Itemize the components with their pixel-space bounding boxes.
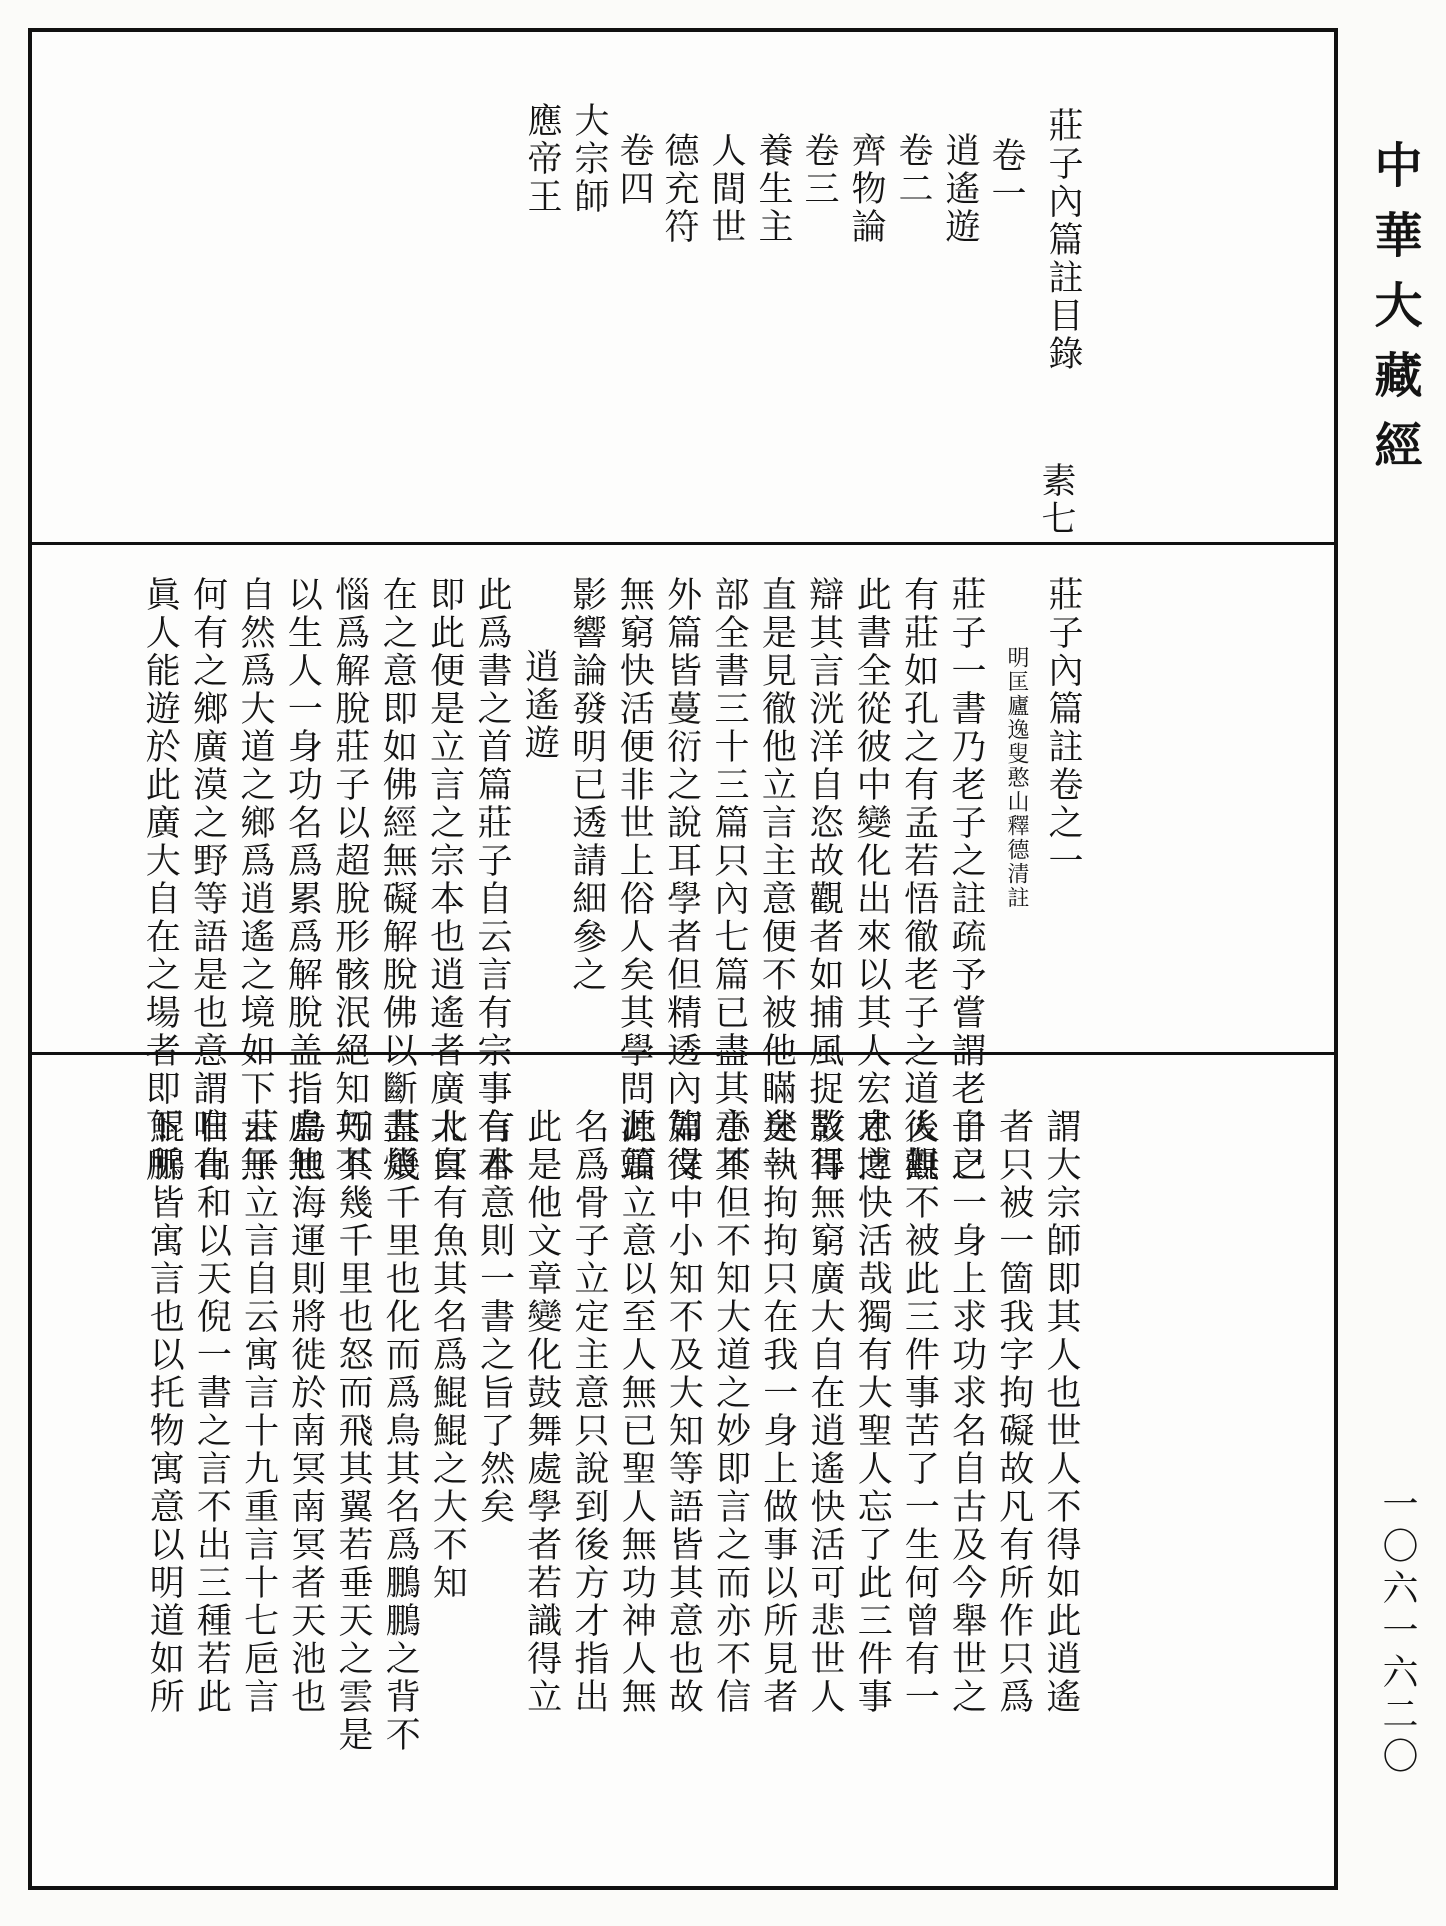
toc-item: 應帝王 xyxy=(522,102,562,216)
text-column: 此篇立意以至人無已聖人無功神人無 xyxy=(616,1108,657,1716)
text-column: 此是他文章變化鼓舞處學者若識得立 xyxy=(521,1108,562,1716)
text-column: 外篇皆蔓衍之說耳學者但精透內篇得 xyxy=(661,576,702,1184)
text-column: 如文中小知不及大知等語皆其意也故 xyxy=(663,1108,704,1716)
continuation-panel xyxy=(32,1058,1334,1888)
text-column: 在之意即如佛經無礙解脫佛以斷盡煩 xyxy=(377,576,418,1184)
text-column: 鳥也海運則將徙於南冥南冥者天池也 xyxy=(285,1108,326,1716)
text-column: 莊子一書乃老子之註疏予嘗謂老子之 xyxy=(946,576,986,1184)
text-column: 以生人一身功名爲累爲解脫盖指虛無 xyxy=(282,576,323,1184)
text-column: 無窮快活便非世上俗人矣其學問源頭 xyxy=(614,576,655,1184)
text-column: 逍遙遊 xyxy=(519,648,560,762)
text-column: 部全書三十三篇只內七篇已盡其意其 xyxy=(709,576,749,1184)
text-column: 鯤鵬皆寓言也以托物寓意以明道如所 xyxy=(144,1108,185,1716)
text-column: 莊子立言自云寓言十九重言十七巵言 xyxy=(238,1108,279,1716)
toc-item: 卷一 xyxy=(986,137,1026,213)
text-column: 此書全從彼中變化出來以其人宏才博 xyxy=(851,576,892,1184)
text-column: 者只被一箇我字拘礙故凡有所作只爲 xyxy=(993,1108,1034,1716)
text-column: 自然爲大道之鄉爲逍遙之境如下云無 xyxy=(235,576,275,1184)
volume-tag: 素七 xyxy=(1036,462,1076,538)
chapter-title: 莊子內篇註卷之一 xyxy=(1043,576,1083,880)
page-frame xyxy=(28,28,1338,1890)
page-number: 一〇六一六二〇 xyxy=(1377,1485,1418,1779)
text-column: 言本意則一書之旨了然矣 xyxy=(474,1108,515,1526)
text-column: 名爲骨子立定主意只說到後方才指出 xyxy=(569,1108,609,1716)
text-column: 有莊如孔之有孟若悟徹老子之道後觀 xyxy=(898,576,939,1184)
panel-divider xyxy=(32,542,1334,545)
text-column: 知其幾千里也怒而飛其翼若垂天之雲是 xyxy=(333,1108,373,1754)
collection-title: 中華大藏經 xyxy=(1366,140,1422,490)
text-column: 日出和以天倪一書之言不出三種若此 xyxy=(191,1108,232,1716)
toc-item: 卷三 xyxy=(799,132,839,208)
text-column: 北冥有魚其名爲鯤鯤之大不知 xyxy=(427,1108,468,1602)
text-column: 其幾千里也化而爲鳥其名爲鵬鵬之背不 xyxy=(380,1108,421,1754)
text-column: 即此便是立言之宗本也逍遙者廣大自 xyxy=(424,576,465,1184)
text-column: 直是見徹他立言主意便不被他瞞矣一 xyxy=(756,576,797,1184)
text-column: 息之快活哉獨有大聖人忘了此三件事 xyxy=(852,1108,893,1716)
toc-item: 養生主 xyxy=(753,132,793,246)
contents-panel xyxy=(32,32,1334,542)
text-column: 眞人能遊於此廣大自在之場者即下所 xyxy=(140,576,181,1184)
toc-item: 大宗師 xyxy=(569,102,609,216)
toc-item: 人間世 xyxy=(706,132,746,246)
toc-item: 卷二 xyxy=(893,132,933,208)
panel-divider xyxy=(32,1052,1334,1055)
text-column: 影響論發明已透請細參之 xyxy=(566,576,607,994)
toc-item: 德充符 xyxy=(659,132,699,246)
text-column: 小不但不知大道之妙即言之而亦不信 xyxy=(710,1108,751,1716)
toc-item: 齊物論 xyxy=(846,132,886,246)
text-column: 此爲書之首篇莊子自云言有宗事有君 xyxy=(472,576,512,1184)
text-column: 辯其言洸洋自恣故觀者如捕風捉影耳 xyxy=(803,576,844,1184)
chapter-one-panel xyxy=(32,548,1334,1184)
text-column: 謂大宗師即其人也世人不得如此逍遙 xyxy=(1041,1108,1081,1716)
toc-item: 逍遙遊 xyxy=(940,132,980,246)
author-line: 明匡廬逸叟憨山釋德清註 xyxy=(1004,646,1029,910)
text-column: 迷執拘拘只在我一身上做事以所見者 xyxy=(757,1108,798,1716)
toc-item: 卷四 xyxy=(614,132,654,208)
toc-title: 莊子內篇註目錄 xyxy=(1043,107,1083,373)
text-column: 自已一身上求功求名自古及今舉世之 xyxy=(946,1108,987,1716)
text-column: 人無不被此三件事苦了一生何曾有一 xyxy=(899,1108,940,1716)
text-column: 故得無窮廣大自在逍遙快活可悲世人 xyxy=(805,1108,845,1716)
text-column: 何有之鄉廣漠之野等語是也意謂唯有 xyxy=(187,576,228,1184)
text-column: 惱爲解脫莊子以超脫形骸泯絕知巧不 xyxy=(329,576,370,1184)
